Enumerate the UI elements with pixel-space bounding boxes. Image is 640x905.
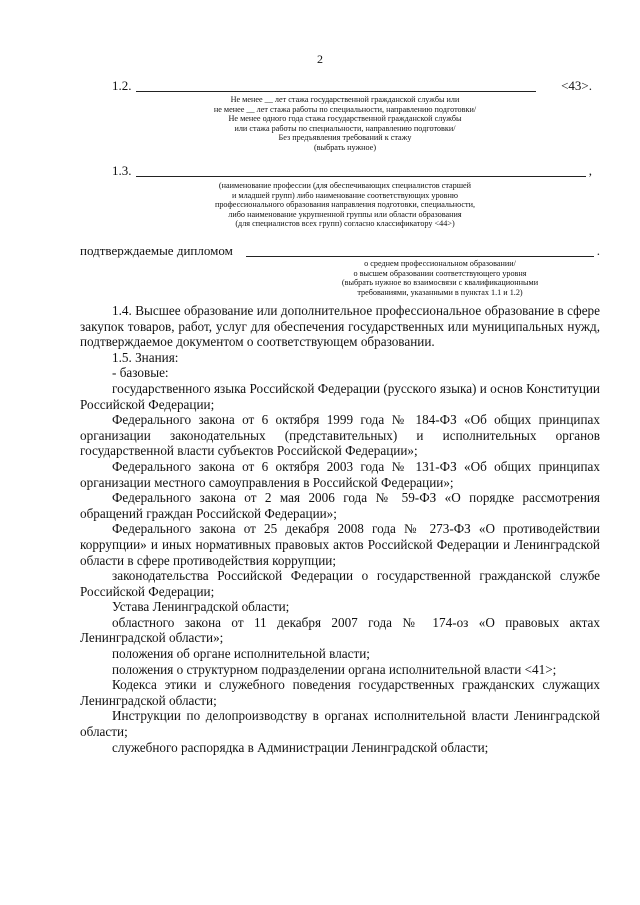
caption-line: Не менее __ лет стажа государственной гражданской службы или bbox=[230, 95, 460, 104]
item-1-3-number: 1.3. bbox=[112, 163, 132, 178]
caption-line: (выбрать нужное во взаимосвязи с квалификационными bbox=[341, 278, 539, 288]
page-number: 2 bbox=[317, 52, 323, 66]
diploma-period: . bbox=[596, 243, 600, 258]
diploma-line bbox=[80, 243, 600, 259]
item-1-3-comma: , bbox=[588, 163, 592, 178]
knowledge-item: Федерального закона от 6 октября 1999 года № 184-ФЗ «Об общих принципах организации законодательных (представительных) и исполнительных органов государственной власти субъектов Российской Федерации»; bbox=[80, 412, 600, 459]
knowledge-item: Федерального закона от 2 мая 2006 года № 59-ФЗ «О порядке рассмотрения обращений граждан Российской Федерации»; bbox=[80, 490, 600, 521]
diploma-label: подтверждаемые дипломом bbox=[80, 243, 233, 258]
knowledge-item: законодательства Российской Федерации о государственной гражданской службе Российской Федерации; bbox=[80, 568, 600, 599]
caption-line: и младшей групп) либо наименование соответствующих уровню bbox=[231, 190, 459, 200]
knowledge-item: Устава Ленинградской области; bbox=[112, 599, 290, 615]
item-1-2-blank bbox=[136, 91, 536, 92]
caption-line: о высшем образовании соответствующего уровня bbox=[353, 268, 527, 278]
body-text bbox=[80, 303, 600, 755]
knowledge-item: государственного языка Российской Федерации (русского языка) и основ Конституции Российской Федерации; bbox=[80, 380, 600, 412]
caption-line: (для специалистов всех групп) согласно классификатору <44>) bbox=[235, 219, 455, 229]
paragraph-basic: - базовые: bbox=[112, 365, 169, 381]
caption-line: не менее __ лет стажа работы по специальности, направлению подготовки/ bbox=[213, 104, 477, 114]
knowledge-item: положения об органе исполнительной власти; bbox=[112, 646, 370, 662]
caption-line: или стажа работы по специальности, направлению подготовки/ bbox=[234, 123, 456, 133]
knowledge-item: служебного распорядка в Администрации Ленинградской области; bbox=[112, 739, 489, 755]
diploma-blank bbox=[246, 256, 594, 257]
paragraph-1-4: 1.4. Высшее образование или дополнительное профессиональное образование в сфере закупок товаров, работ, услуг для обеспечения государственных или муниципальных нужд, подтверждаемое документом о соответствующем образовании. bbox=[80, 303, 600, 350]
caption-line: профессионального образования направления подготовки, специальности, bbox=[214, 200, 476, 210]
caption-line: Без предъявления требований к стажу bbox=[278, 133, 412, 143]
item-1-3-caption bbox=[120, 181, 570, 229]
diploma-caption bbox=[290, 259, 590, 297]
caption-line: либо наименование укрупненной группы или области образования bbox=[228, 209, 462, 219]
caption-line: (выбрать нужное) bbox=[313, 142, 377, 152]
item-1-2-footnote-ref: <43>. bbox=[561, 78, 592, 93]
knowledge-item: Федерального закона от 25 декабря 2008 года № 273-ФЗ «О противодействии коррупции» и иных нормативных правовых актов Российской Федерации и Ленинградской области в сфере противодействия коррупции; bbox=[80, 521, 600, 568]
item-1-2-number: 1.2. bbox=[112, 78, 132, 93]
caption-line: Не менее одного года стажа государственной гражданской службы bbox=[228, 114, 462, 124]
caption-line: о среднем профессиональном образовании/ bbox=[364, 259, 516, 268]
knowledge-item: Федерального закона от 6 октября 2003 года № 131-ФЗ «Об общих принципах организации местного самоуправления в Российской Федерации»; bbox=[80, 458, 600, 490]
knowledge-item: положения о структурном подразделении органа исполнительной власти <41>; bbox=[112, 661, 557, 677]
knowledge-item: областного закона от 11 декабря 2007 года № 174-оз «О правовых актах Ленинградской области»; bbox=[80, 614, 600, 646]
knowledge-item: Инструкции по делопроизводству в органах исполнительной власти Ленинградской области; bbox=[80, 708, 600, 740]
caption-line: (наименование профессии (для обеспечивающих специалистов старшей bbox=[218, 181, 472, 190]
item-1-2-caption bbox=[120, 95, 570, 153]
item-1-3-line bbox=[80, 163, 600, 179]
paragraph-1-5: 1.5. Знания: bbox=[112, 349, 179, 365]
caption-line: требованиями, указанными в пунктах 1.1 и 1.2) bbox=[357, 287, 523, 297]
item-1-3-blank bbox=[136, 176, 586, 177]
knowledge-item: Кодекса этики и служебного поведения государственных гражданских служащих Ленинградской области; bbox=[80, 677, 600, 708]
item-1-2-line bbox=[80, 78, 600, 94]
